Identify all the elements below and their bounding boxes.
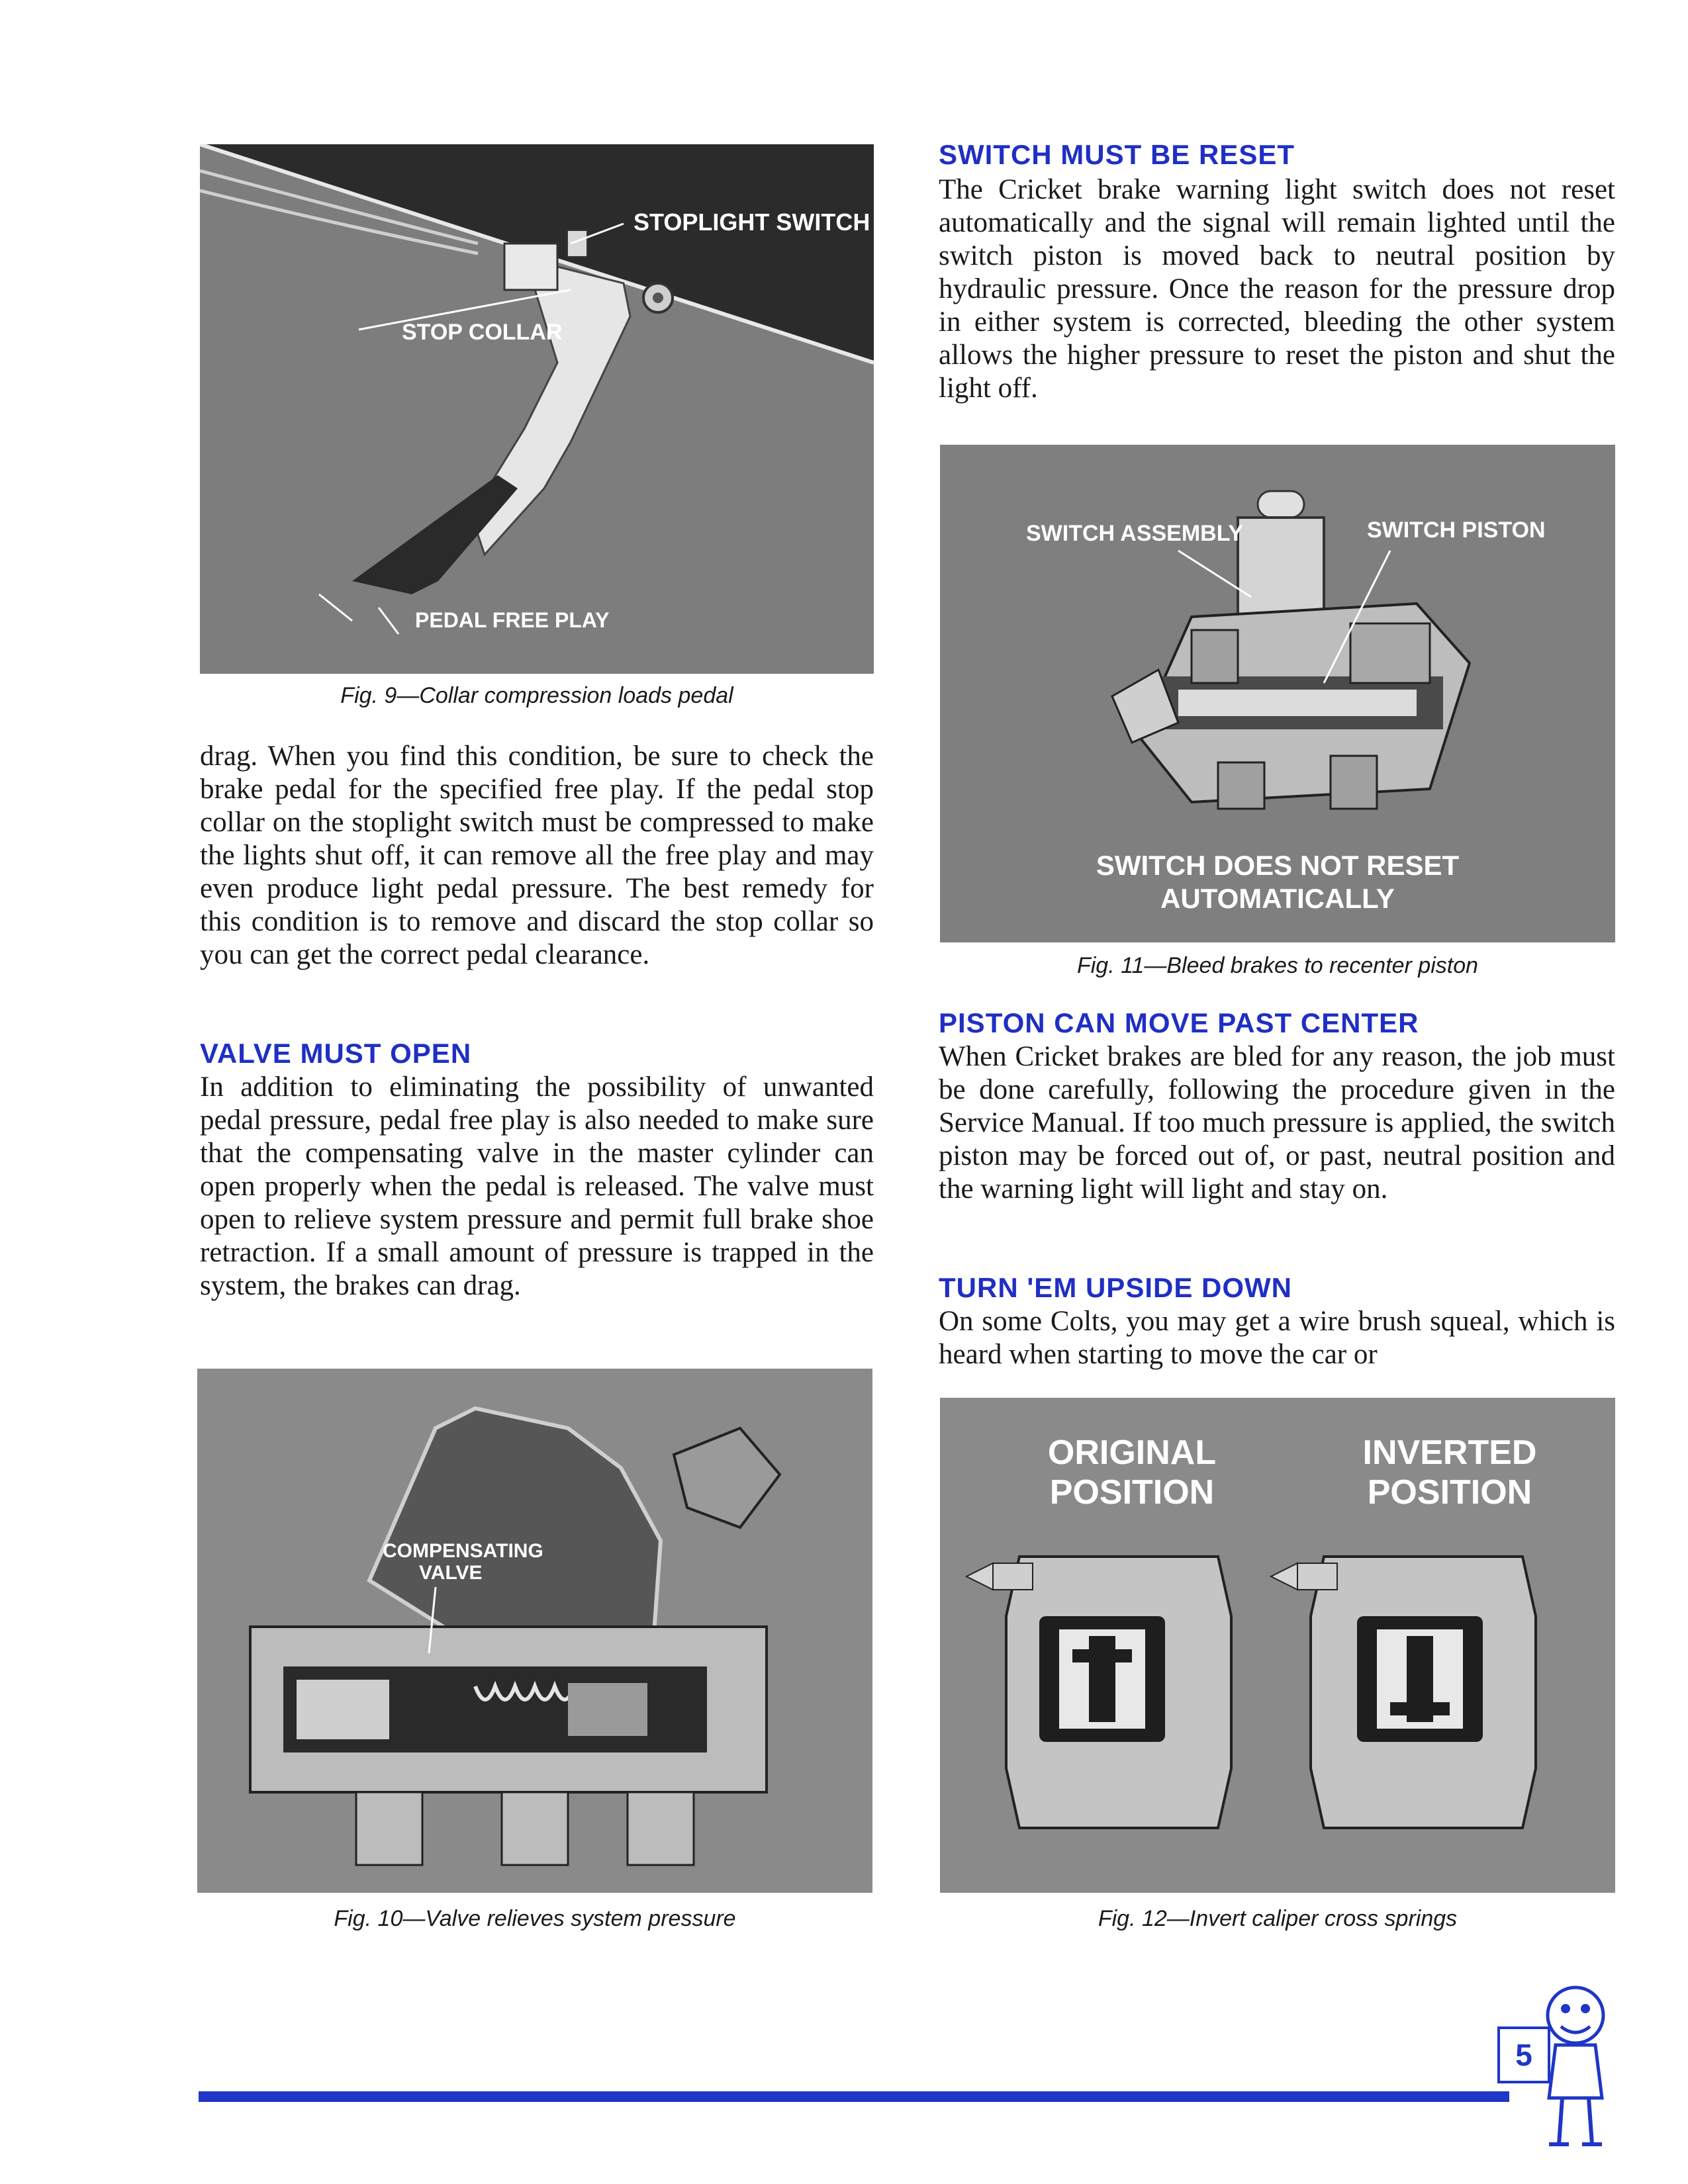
heading-switch-must-be-reset: SWITCH MUST BE RESET — [939, 139, 1295, 170]
label-switch-assembly: SWITCH ASSEMBLY — [1026, 521, 1244, 546]
heading-valve-must-open: VALVE MUST OPEN — [200, 1038, 472, 1069]
figure-10-image — [197, 1369, 872, 1893]
heading-turn-em-upside-down: TURN 'EM UPSIDE DOWN — [939, 1272, 1292, 1303]
paragraph-piston: When Cricket brakes are bled for any reason, the job must be done carefully, following the procedure given in the Service Manual. If too much pressure is applied, the switch piston may be forced out of, or past, neutral position and the warning light will light and stay on. — [939, 1041, 1615, 1205]
figure-12-caption: Fig. 12—Invert caliper cross springs — [1098, 1906, 1458, 1931]
label-valve: VALVE — [419, 1562, 483, 1584]
heading-piston-can-move: PISTON CAN MOVE PAST CENTER — [939, 1007, 1419, 1038]
pedal-illustration — [200, 144, 874, 674]
figure-12-image — [940, 1398, 1615, 1893]
label-original-position: POSITION — [1049, 1473, 1215, 1512]
paragraph-valve: In addition to eliminating the possibility of unwanted pedal pressure, pedal free play is also needed to make sure that the compensating valve in the master cylinder can open properly when the pedal is released. The valve must open to relieve system pressure and permit full brake shoe retraction. If a small amount of pressure is trapped in the system, the brakes can drag. — [200, 1071, 874, 1301]
label-switch-does-not-reset: SWITCH DOES NOT RESET — [1096, 850, 1460, 881]
master-cylinder-illustration — [197, 1369, 872, 1893]
label-stop-collar: STOP COLLAR — [402, 320, 563, 345]
figure-11-image — [940, 445, 1615, 942]
label-pedal-free-play: PEDAL FREE PLAY — [415, 608, 610, 632]
label-inverted: INVERTED — [1362, 1433, 1537, 1472]
figure-10-caption: Fig. 10—Valve relieves system pressure — [334, 1906, 736, 1931]
label-original: ORIGINAL — [1047, 1433, 1217, 1472]
label-stoplight-switch: STOPLIGHT SWITCH — [633, 208, 870, 236]
figure-11-caption: Fig. 11—Bleed brakes to recenter piston — [1076, 953, 1479, 978]
page-number: 5 — [1497, 2026, 1550, 2083]
paragraph-switch: The Cricket brake warning light switch does not reset automatically and the signal will remain lighted until the switch piston is moved back to neutral position by hydraulic pressure. Once the reason for the pressure drop in either system is corrected, bleeding the other system allows the higher pressure to reset the piston and shut the light off. — [939, 174, 1615, 404]
caliper-illustration — [940, 1398, 1615, 1893]
paragraph-turn: On some Colts, you may get a wire brush squeal, which is heard when starting to move the car or — [939, 1306, 1615, 1370]
figure-9-image — [200, 144, 874, 674]
bottom-rule — [199, 2091, 1509, 2102]
paragraph-drag: drag. When you find this condition, be sure to check the brake pedal for the specified free play. If the pedal stop collar on the stoplight switch must be compressed to make the lights shut off, it can remove all the free play and may even produce light pedal pressure. The best remedy for this condition is to remove and discard the stop collar so you can get the correct pedal clearance. — [200, 741, 874, 970]
switch-assembly-illustration — [940, 445, 1615, 942]
label-inverted-position: POSITION — [1367, 1473, 1532, 1512]
label-compensating: COMPENSATING — [383, 1540, 543, 1562]
label-switch-piston: SWITCH PISTON — [1367, 518, 1546, 543]
mascot-icon — [1529, 1979, 1622, 2158]
label-automatically: AUTOMATICALLY — [1160, 883, 1395, 914]
figure-9-caption: Fig. 9—Collar compression loads pedal — [340, 683, 733, 708]
